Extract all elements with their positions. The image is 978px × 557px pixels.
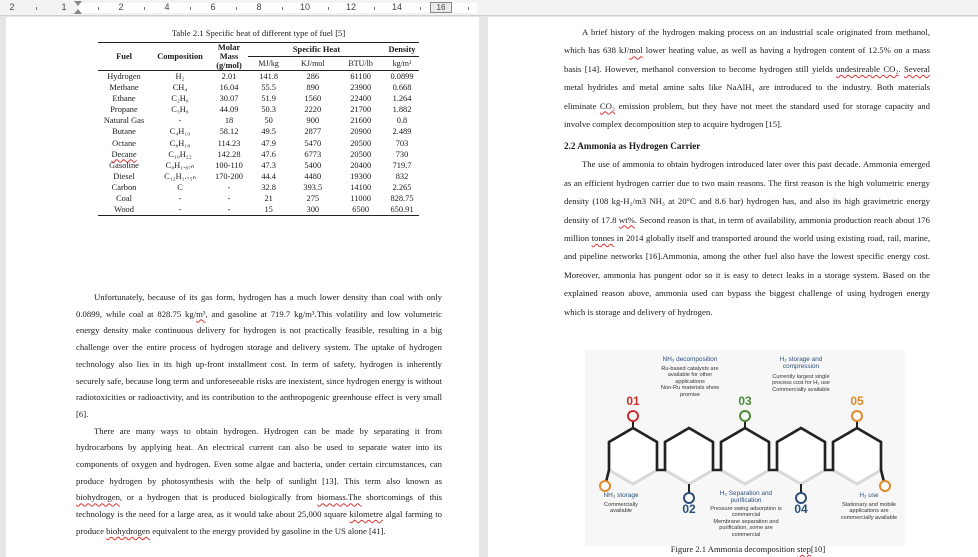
table-cell-fuel: Wood [98,204,150,216]
table-cell-molar: 170-200 [215,171,243,181]
table-cell-kj: 4480 [304,171,322,181]
table-cell-btu: 11000 [350,194,371,204]
step-number: 03 [738,394,752,408]
table-cell-density: 703 [395,138,409,148]
spelling-error[interactable]: undesireable CO₂ [836,63,899,74]
spelling-error[interactable]: m³ [196,308,206,319]
ruler-number: 14 [391,2,403,12]
spelling-error[interactable]: biomass.The [317,492,362,503]
col-header-composition: Composition [150,43,210,71]
table-cell-density: 719.7 [392,160,412,170]
table-cell-composition: C₂H₆ [171,94,189,104]
table-cell-mj: 141.8 [248,71,289,83]
step-dot [852,411,862,421]
step-number: 04 [794,502,808,516]
indent-marker-icon[interactable] [74,1,82,14]
step-description: Pressure swing adsorption is commercial Membrane separation and purification, some are commercial [710,506,782,538]
table-cell-composition: C₄H₁₀ [169,127,191,137]
table-cell-molar: 114.23 [217,138,241,148]
col-header-fuel: Fuel [98,43,150,71]
table-cell-composition: CH₄ [172,83,188,93]
table-row [98,126,419,137]
table-cell-btu: 19300 [350,171,372,181]
table-cell-btu: 23900 [350,83,372,93]
table-cell-fuel: Carbon [111,182,137,192]
table-cell-fuel: Methane [109,83,139,93]
step-description: Ru-based catalysts are available for other applications Non-Ru materials show promise [660,366,720,398]
table-cell-mj: 15 [248,204,289,216]
tab-stop-marker[interactable]: 16 [430,2,452,13]
table-cell-composition: - [150,204,210,216]
table-cell-density: 2.489 [392,127,412,137]
table-cell-fuel: Diesel [113,171,135,181]
table-cell-kj: 5470 [304,138,322,148]
table-cell-fuel: Decane [111,149,137,159]
table-cell-kj: 2877 [304,127,322,137]
table-cell-mj: 51.9 [261,94,276,104]
table-cell-composition: C₁₂H₁.₇₅ₙ [164,171,196,181]
table-cell-btu: 20500 [350,149,372,159]
table-cell-molar: 16.04 [219,83,239,93]
step-dot [600,481,610,491]
table-cell-molar: 44.09 [219,105,239,115]
table-cell-mj: 50.3 [261,105,276,115]
table-cell-mj: 32.8 [261,182,276,192]
table-cell-fuel: Hydrogen [98,71,150,83]
table-cell-density: 1.882 [392,105,412,115]
body-text-right[interactable] [564,23,930,321]
table-cell-molar: - [227,194,231,204]
table-row [98,171,419,182]
table-row [98,71,419,83]
table-cell-composition: H₂ [150,71,210,83]
spelling-error[interactable]: step [797,544,811,554]
ruler-number: 2 [9,2,15,12]
ammonia-decomposition-diagram[interactable] [585,350,905,546]
step-dot [880,481,890,491]
step-number: 05 [850,394,864,408]
table-cell-btu: 61100 [336,71,385,83]
table-cell-composition: C₈H₁.₈₇ₙ [165,160,195,170]
table-cell-mj: 47.9 [261,138,276,148]
step-dot [740,411,750,421]
table-cell-molar: 18 [224,116,234,126]
table-caption: Table 2.1 Specific heat of different type of fuel [5] [171,28,346,38]
table-cell-btu: 20400 [350,160,372,170]
table-cell-fuel: Octane [112,138,136,148]
step-number: 02 [682,502,696,516]
col-header-mj-kg: MJ/kg [258,59,279,68]
table-row [98,93,419,104]
fuel-table [98,42,419,216]
ruler-number: 12 [345,2,357,12]
table-cell-mj: 49.5 [261,127,276,137]
col-header-density: Density [385,43,419,57]
paragraph: The use of ammonia to obtain hydrogen introduced later over this past decade. Ammonia emerged as an efficient hydrogen carrier due to two main reasons. The first reason is the high volumetric energy density (108 kg-H₂/m3 NH₃ at 20°C and 8.6 bar) hydrogen has, and also its high gravimetric energy density of 17.8 wt%. Second reason is that, in term of availability, ammonia production reach about 176 million tonnes in 2014 globally itself and transported around the world using existing road, rail, marine, and pipeline networks [16].Ammonia, among the other fuel also have the lowest specific energy cost. Moreover, ammonia has pungent odor so it is easy to detect leaks in a storage system. Based on the explained reason above, ammonia used can bypass the biggest challenge of using hydrogen energy which is storage and delivery of hydrogen. [564,159,930,317]
paragraph: A brief history of the hydrogen making process on an industrial scale originated from methanol, which has 638 kJ/mol lower heating value, as well as having a hydrogen content of 12.5% on a mass basis [14]. However, methanol conversion to become hydrogen still yields undesireable CO₂. Several metal hydrides and metal amine salts like NaAlH₄ are introduced to the industry. Both materials eliminate CO₂ emission problem, but they have not meet the standard used for storage capacity and involve complex decomposition step to acquire hydrogen [15]. [564,27,931,130]
table-cell-composition: C₁₀H₂₂ [168,149,192,159]
spelling-error[interactable]: tonnes [591,233,615,244]
table-cell-molar: - [210,204,248,216]
body-text-left[interactable] [76,289,442,540]
table-cell-kj: 5400 [304,160,322,170]
table-cell-fuel: Ethane [112,94,136,104]
step-description: Currently largest single process cost for H₂ use Commercially available [772,374,830,393]
table-cell-btu: 21600 [350,116,372,126]
ruler-number: 4 [164,2,170,12]
spelling-error[interactable]: kilometre [349,509,383,520]
figure-caption: Figure 2.1 Ammonia decomposition step[10] [670,544,826,554]
table-cell-btu: 20500 [350,138,372,148]
table-cell-mj: 47.3 [261,160,276,170]
step-description: Commercially available [604,502,638,515]
ruler-text-area [79,3,477,13]
step-description: Stationary and mobile applications are commercially available [840,502,898,521]
spelling-error[interactable]: biohydrogen [106,525,151,536]
table-row [98,193,419,204]
spelling-error[interactable]: Several [903,63,931,74]
step-title: H₂ storage and compression [779,356,823,370]
table-cell-kj: 890 [306,83,320,93]
table-cell-molar: 142.28 [217,149,241,159]
table-cell-btu: 6500 [336,204,385,216]
table-cell-kj: 286 [289,71,336,83]
col-header-btu-lb: BTU/lb [348,59,373,68]
spelling-error[interactable]: CO₂ [599,100,615,111]
table-cell-density: 828.75 [390,194,414,204]
table-cell-kj: 1560 [304,94,322,104]
table-cell-density: 2.265 [392,182,412,192]
table-cell-density: 0.8 [396,116,408,126]
table-cell-density: 650.91 [385,204,419,216]
step-title: H₂ Separation and purification [719,490,773,504]
table-cell-kj: 900 [306,116,320,126]
table-cell-mj: 55.5 [261,83,276,93]
table-cell-mj: 44.4 [261,171,276,181]
spelling-error[interactable]: wt% [618,214,635,225]
table-row [98,82,419,93]
step-title: NH₃ storage [603,492,639,499]
table-cell-fuel: Coal [116,194,132,204]
table-cell-btu: 21700 [350,105,372,115]
document-page-left[interactable] [6,17,479,557]
table-row [98,149,419,160]
table-cell-fuel: Propane [110,105,138,115]
table-cell-composition: C [177,182,183,192]
table-cell-molar: 58.12 [219,127,239,137]
table-cell-density: 730 [395,149,409,159]
table-cell-kj: 275 [306,194,320,204]
table-cell-btu: 20900 [350,127,372,137]
table-cell-composition: - [178,116,182,126]
col-header-molar-mass: Molar Mass (g/mol) [210,43,248,71]
ruler-number: 1 [61,2,67,12]
table-cell-density: 0.0899 [385,71,419,83]
section-heading: 2.2 Ammonia as Hydrogen Carrier [564,141,701,152]
table-cell-kj: 300 [289,204,336,216]
table-cell-mj: 21 [264,194,273,204]
step-dot [628,411,638,421]
table-cell-fuel: Butane [112,127,136,137]
table-cell-density: 0.668 [392,83,412,93]
document-page-right[interactable] [488,17,978,557]
ruler-number: 6 [210,2,216,12]
step-title: H₂ use [859,492,879,499]
col-header-kj-mol: KJ/mol [301,59,325,68]
paragraph: There are many ways to obtain hydrogen. Hydrogen can be made by separating it from hydrocarbons by applying heat. An electrical current can also be used to separate water into its components of oxygen and hydrogen. Even some algae and bacteria, under certain circumstances, can produce hydrogen by photosynthesis with the help of sunlight [13]. This term also known as biohydrogen, or a hydrogen that is produced biologically from biomass.The shortcomings of this technology is the need for a large area, as it would take about 25,000 square kilometre algal farming to produce biohydrogen equivalent to the energy provided by gasoline in the US alone [41]. [76,425,442,536]
table-cell-kj: 393.5 [303,182,323,192]
horizontal-ruler[interactable] [0,0,978,16]
table-cell-density: 1.264 [392,94,412,104]
ruler-number: 8 [256,2,262,12]
table-row [98,204,419,216]
table-cell-composition: C₈H₁₈ [169,138,191,148]
table-cell-molar: 2.01 [210,71,248,83]
table-cell-molar: 30.07 [219,94,239,104]
step-number: 01 [626,394,640,408]
step-title: NH₃ decomposition [662,356,718,363]
col-header-kg-m3: kg/m³ [392,59,412,68]
table-row [98,182,419,193]
table-cell-mj: 47.6 [261,149,276,159]
table-cell-kj: 2220 [304,105,322,115]
table-cell-density: 832 [395,171,409,181]
table-row [98,115,419,126]
table-cell-molar: - [227,182,231,192]
spelling-error[interactable]: biohydrogen [76,492,120,503]
ruler-number: 2 [118,2,124,12]
table-cell-btu: 14100 [350,182,372,192]
table-row [98,138,419,149]
ruler-number: 10 [299,2,311,12]
table-cell-fuel: Gasoline [109,160,139,170]
table-row [98,104,419,115]
col-header-specific-heat: Specific Heat [248,43,385,57]
spelling-error[interactable]: mol [629,45,643,56]
table-cell-btu: 22400 [350,94,372,104]
table-cell-fuel: Natural Gas [103,116,145,126]
table-cell-composition: C₃H₈ [171,105,189,115]
table-cell-mj: 50 [264,116,273,126]
table-cell-kj: 6773 [304,149,322,159]
table-cell-composition: - [178,194,182,204]
paragraph: Unfortunately, because of its gas form, hydrogen has a much lower density than coal with only 0.0899, while coal at 828.75 kg/m³, and gasoline at 719.7 kg/m³.This volatility and low volumetric energy density make continuous delivery for hydrogen is not practically feasible, resulting in a big challenge over the entire process of hydrogen storage and delivery system. The uptake of hydrogen technology also lies in its high up-front installment cost. In term of safety, hydrogen is inherently securely safe, because long term and unforeseeable risks are inexistent, since hydrogen energy is without radiotoxicities or radioactivity, and its contribution to the anthropogenic greenhouse effect is very small [6]. [76,292,442,419]
table-cell-molar: 100-110 [215,160,243,170]
table-row [98,160,419,171]
